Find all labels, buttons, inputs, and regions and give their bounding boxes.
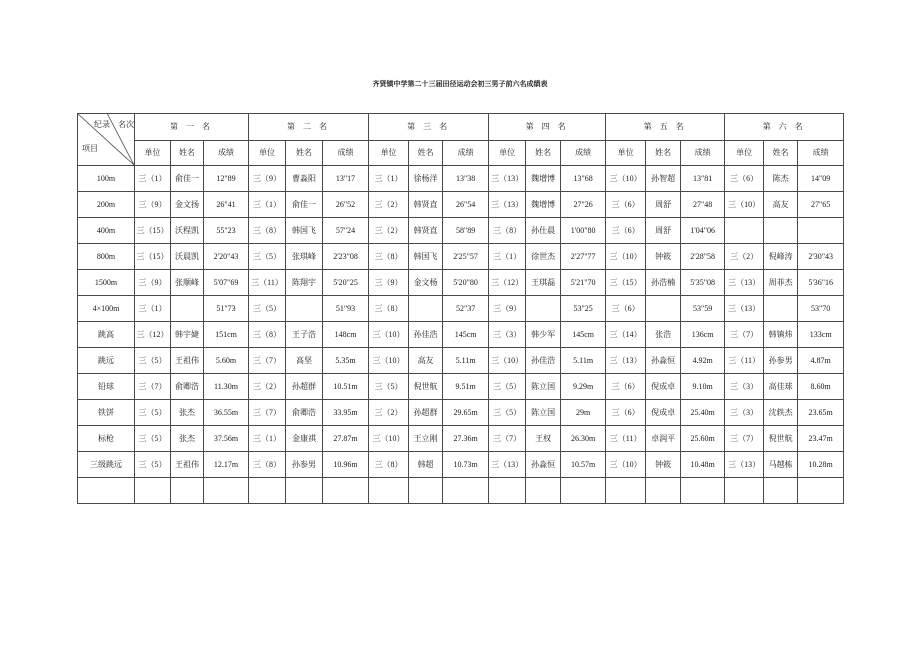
- name-cell: 曹淼阳: [286, 166, 323, 192]
- diagonal-header-cell: [78, 114, 135, 166]
- name-cell: 俞佳一: [286, 192, 323, 218]
- unit-cell: 三（10）: [369, 322, 409, 348]
- score-cell: 5'20"80: [443, 270, 489, 296]
- name-cell: 张顺峰: [171, 270, 204, 296]
- name-cell: [526, 478, 561, 504]
- score-cell: 29.65m: [443, 400, 489, 426]
- unit-cell: 三（7）: [489, 426, 526, 452]
- name-cell: 韩少军: [526, 322, 561, 348]
- rank-header-4: 第 四 名: [489, 114, 606, 141]
- name-cell: 沃程凯: [171, 218, 204, 244]
- table-row: [78, 166, 844, 192]
- unit-cell: 三（13）: [489, 166, 526, 192]
- unit-cell: 三（10）: [606, 166, 646, 192]
- unit-cell: 三（14）: [606, 322, 646, 348]
- unit-cell: 三（2）: [369, 218, 409, 244]
- rank-header-6: 第 六 名: [725, 114, 844, 141]
- unit-header: 单位: [135, 141, 171, 166]
- score-cell: [204, 478, 249, 504]
- score-cell: 36.55m: [204, 400, 249, 426]
- unit-cell: 三（1）: [135, 296, 171, 322]
- event-cell: 4×100m: [78, 296, 135, 322]
- score-cell: 51"73: [204, 296, 249, 322]
- score-cell: 133cm: [798, 322, 844, 348]
- score-cell: 13"68: [561, 166, 606, 192]
- score-cell: 14"09: [798, 166, 844, 192]
- score-cell: 27"48: [681, 192, 725, 218]
- name-cell: 孙参男: [764, 348, 798, 374]
- unit-cell: 三（13）: [489, 452, 526, 478]
- name-cell: 徐杨洋: [409, 166, 443, 192]
- unit-cell: 三（2）: [249, 374, 286, 400]
- score-cell: 5.60m: [204, 348, 249, 374]
- table-row: [78, 296, 844, 322]
- name-cell: 孙淼恒: [526, 452, 561, 478]
- unit-cell: 三（5）: [135, 348, 171, 374]
- score-cell: 2'25"57: [443, 244, 489, 270]
- score-cell: 2'28"58: [681, 244, 725, 270]
- unit-cell: 三（1）: [369, 166, 409, 192]
- score-cell: 5.35m: [323, 348, 369, 374]
- score-cell: 5'21"70: [561, 270, 606, 296]
- name-cell: 倪峰涛: [764, 244, 798, 270]
- score-cell: 9.10m: [681, 374, 725, 400]
- name-cell: 韩贤直: [409, 192, 443, 218]
- name-cell: [764, 296, 798, 322]
- score-header: 成绩: [561, 141, 606, 166]
- unit-header: 单位: [606, 141, 646, 166]
- name-cell: 孙浩楠: [646, 270, 681, 296]
- table-row: [78, 192, 844, 218]
- name-cell: [764, 218, 798, 244]
- score-cell: 11.30m: [204, 374, 249, 400]
- score-header: 成绩: [798, 141, 844, 166]
- name-cell: 金文扬: [171, 192, 204, 218]
- corner-label-record: 纪录: [94, 120, 110, 129]
- unit-cell: 三（9）: [249, 166, 286, 192]
- unit-cell: 三（10）: [606, 452, 646, 478]
- event-cell: 铁饼: [78, 400, 135, 426]
- score-cell: 53"25: [561, 296, 606, 322]
- unit-cell: 三（9）: [135, 270, 171, 296]
- name-cell: [286, 296, 323, 322]
- event-cell: 三级跳远: [78, 452, 135, 478]
- name-cell: [171, 296, 204, 322]
- score-cell: 52"37: [443, 296, 489, 322]
- name-cell: 孙佳浩: [409, 322, 443, 348]
- score-header: 成绩: [204, 141, 249, 166]
- unit-cell: 三（15）: [606, 270, 646, 296]
- unit-cell: 三（5）: [489, 374, 526, 400]
- event-cell: 100m: [78, 166, 135, 192]
- unit-cell: 三（3）: [489, 322, 526, 348]
- score-cell: [681, 478, 725, 504]
- rank-header-3: 第 三 名: [369, 114, 489, 141]
- score-cell: 8.60m: [798, 374, 844, 400]
- unit-cell: 三（12）: [135, 322, 171, 348]
- unit-cell: 三（6）: [725, 166, 764, 192]
- name-cell: 高佳球: [764, 374, 798, 400]
- header-row-ranks: [78, 114, 844, 141]
- unit-cell: 三（6）: [606, 218, 646, 244]
- score-cell: 5.11m: [443, 348, 489, 374]
- table-row: [78, 322, 844, 348]
- name-cell: 陈杰: [764, 166, 798, 192]
- name-header: 姓名: [526, 141, 561, 166]
- score-cell: [443, 478, 489, 504]
- table-row: [78, 452, 844, 478]
- score-cell: 1'04"06: [681, 218, 725, 244]
- score-cell: 58"89: [443, 218, 489, 244]
- table-row-empty: [78, 478, 844, 504]
- name-cell: 王立刚: [409, 426, 443, 452]
- score-cell: 27"26: [561, 192, 606, 218]
- unit-cell: 三（10）: [369, 348, 409, 374]
- score-cell: 1'00"80: [561, 218, 606, 244]
- table-row: [78, 374, 844, 400]
- unit-cell: 三（5）: [249, 296, 286, 322]
- unit-cell: 三（5）: [135, 452, 171, 478]
- score-cell: 23.65m: [798, 400, 844, 426]
- unit-cell: [725, 218, 764, 244]
- score-cell: 10.96m: [323, 452, 369, 478]
- name-cell: 沃晨凯: [171, 244, 204, 270]
- unit-cell: 三（8）: [369, 296, 409, 322]
- table-row: [78, 218, 844, 244]
- table-row: [78, 400, 844, 426]
- unit-cell: [725, 478, 764, 504]
- name-header: 姓名: [764, 141, 798, 166]
- rank-header-1: 第 一 名: [135, 114, 249, 141]
- name-cell: 韩贤直: [409, 218, 443, 244]
- unit-cell: 三（7）: [725, 426, 764, 452]
- score-cell: 2'30"43: [798, 244, 844, 270]
- event-cell: 800m: [78, 244, 135, 270]
- name-cell: 王祖伟: [171, 348, 204, 374]
- name-cell: 陈立国: [526, 374, 561, 400]
- score-cell: 5'07"69: [204, 270, 249, 296]
- unit-cell: [369, 478, 409, 504]
- unit-cell: 三（15）: [135, 244, 171, 270]
- unit-cell: 三（1）: [135, 166, 171, 192]
- unit-cell: 三（9）: [135, 192, 171, 218]
- unit-cell: 三（6）: [606, 374, 646, 400]
- rank-header-2: 第 二 名: [249, 114, 369, 141]
- unit-cell: [606, 478, 646, 504]
- corner-label-event: 项目: [82, 144, 98, 153]
- name-cell: 韩镇炜: [764, 322, 798, 348]
- unit-cell: 三（6）: [606, 400, 646, 426]
- score-cell: 51"93: [323, 296, 369, 322]
- name-cell: 孙仕晨: [526, 218, 561, 244]
- score-cell: 5'20"25: [323, 270, 369, 296]
- score-cell: 5.11m: [561, 348, 606, 374]
- score-cell: [798, 218, 844, 244]
- name-cell: 陈翔宇: [286, 270, 323, 296]
- name-cell: [171, 478, 204, 504]
- unit-cell: 三（13）: [725, 270, 764, 296]
- score-cell: 27"65: [798, 192, 844, 218]
- unit-header: 单位: [489, 141, 526, 166]
- score-cell: 2'27"77: [561, 244, 606, 270]
- unit-header: 单位: [249, 141, 286, 166]
- unit-header: 单位: [369, 141, 409, 166]
- name-cell: 张琪峰: [286, 244, 323, 270]
- score-header: 成绩: [443, 141, 489, 166]
- name-cell: [286, 478, 323, 504]
- name-cell: 金康祺: [286, 426, 323, 452]
- header-row-fields: [78, 141, 844, 166]
- name-cell: 倪成卓: [646, 374, 681, 400]
- score-cell: 13"17: [323, 166, 369, 192]
- unit-cell: 三（5）: [135, 426, 171, 452]
- name-cell: 沈轶杰: [764, 400, 798, 426]
- name-header: 姓名: [171, 141, 204, 166]
- score-cell: 145cm: [561, 322, 606, 348]
- name-cell: 徐世杰: [526, 244, 561, 270]
- unit-cell: 三（2）: [369, 400, 409, 426]
- unit-cell: 三（8）: [249, 452, 286, 478]
- name-cell: 高坚: [286, 348, 323, 374]
- unit-cell: 三（10）: [369, 426, 409, 452]
- event-cell: [78, 478, 135, 504]
- name-cell: 周舒: [646, 192, 681, 218]
- corner-label-rank: 名次: [118, 120, 134, 129]
- unit-cell: 三（13）: [725, 452, 764, 478]
- score-header: 成绩: [681, 141, 725, 166]
- name-cell: [409, 478, 443, 504]
- unit-cell: 三（11）: [725, 348, 764, 374]
- score-cell: [561, 478, 606, 504]
- name-cell: 孙参男: [286, 452, 323, 478]
- score-cell: [323, 478, 369, 504]
- name-cell: 钟筱: [646, 452, 681, 478]
- event-cell: 1500m: [78, 270, 135, 296]
- unit-cell: 三（2）: [725, 244, 764, 270]
- name-cell: 高友: [764, 192, 798, 218]
- unit-cell: 三（1）: [249, 426, 286, 452]
- event-cell: 400m: [78, 218, 135, 244]
- score-cell: 13"38: [443, 166, 489, 192]
- unit-cell: 三（7）: [725, 322, 764, 348]
- name-header: 姓名: [286, 141, 323, 166]
- table-row: [78, 426, 844, 452]
- name-cell: [646, 478, 681, 504]
- unit-cell: 三（6）: [606, 296, 646, 322]
- score-cell: 9.51m: [443, 374, 489, 400]
- unit-cell: 三（1）: [489, 244, 526, 270]
- unit-cell: 三（1）: [249, 192, 286, 218]
- score-cell: 5'35"08: [681, 270, 725, 296]
- score-cell: 10.73m: [443, 452, 489, 478]
- name-cell: 韩超: [409, 452, 443, 478]
- unit-cell: 三（10）: [489, 348, 526, 374]
- name-cell: 倪世航: [764, 426, 798, 452]
- unit-cell: 三（10）: [606, 244, 646, 270]
- table-row: [78, 348, 844, 374]
- score-cell: 29m: [561, 400, 606, 426]
- score-cell: 26.30m: [561, 426, 606, 452]
- unit-cell: 三（7）: [249, 348, 286, 374]
- score-cell: 13"81: [681, 166, 725, 192]
- unit-cell: 三（5）: [249, 244, 286, 270]
- unit-cell: 三（7）: [249, 400, 286, 426]
- unit-cell: 三（9）: [489, 296, 526, 322]
- score-cell: 23.47m: [798, 426, 844, 452]
- unit-cell: 三（8）: [249, 218, 286, 244]
- name-cell: 周舒: [646, 218, 681, 244]
- unit-cell: 三（5）: [369, 374, 409, 400]
- unit-cell: [489, 478, 526, 504]
- score-cell: 9.29m: [561, 374, 606, 400]
- event-cell: 铅球: [78, 374, 135, 400]
- name-cell: 张浩: [646, 322, 681, 348]
- event-cell: 200m: [78, 192, 135, 218]
- score-cell: 26"54: [443, 192, 489, 218]
- unit-header: 单位: [725, 141, 764, 166]
- name-cell: 钟筱: [646, 244, 681, 270]
- unit-cell: 三（13）: [606, 348, 646, 374]
- score-cell: 10.57m: [561, 452, 606, 478]
- score-cell: 12.17m: [204, 452, 249, 478]
- score-cell: 57"24: [323, 218, 369, 244]
- table-row: [78, 244, 844, 270]
- name-cell: 韩国飞: [286, 218, 323, 244]
- name-cell: 孙超群: [409, 400, 443, 426]
- name-cell: 孙智超: [646, 166, 681, 192]
- name-cell: 高友: [409, 348, 443, 374]
- score-cell: 10.28m: [798, 452, 844, 478]
- name-cell: 俞佳一: [171, 166, 204, 192]
- rank-header-5: 第 五 名: [606, 114, 725, 141]
- score-cell: 2'23"08: [323, 244, 369, 270]
- name-cell: 张杰: [171, 400, 204, 426]
- score-cell: 4.87m: [798, 348, 844, 374]
- unit-cell: 三（13）: [725, 296, 764, 322]
- name-cell: 卓润平: [646, 426, 681, 452]
- name-cell: 孙佳浩: [526, 348, 561, 374]
- unit-cell: 三（3）: [725, 400, 764, 426]
- score-cell: 10.48m: [681, 452, 725, 478]
- table-row: [78, 270, 844, 296]
- unit-cell: 三（10）: [725, 192, 764, 218]
- event-cell: 跳远: [78, 348, 135, 374]
- score-cell: 26"52: [323, 192, 369, 218]
- unit-cell: 三（3）: [725, 374, 764, 400]
- event-cell: 标枪: [78, 426, 135, 452]
- name-cell: 魏增博: [526, 166, 561, 192]
- score-cell: 53"59: [681, 296, 725, 322]
- score-cell: [798, 478, 844, 504]
- name-cell: 王祖伟: [171, 452, 204, 478]
- name-cell: 马越栋: [764, 452, 798, 478]
- unit-cell: [249, 478, 286, 504]
- score-cell: 151cm: [204, 322, 249, 348]
- score-cell: 27.36m: [443, 426, 489, 452]
- unit-cell: 三（8）: [369, 452, 409, 478]
- name-cell: [764, 478, 798, 504]
- unit-cell: 三（7）: [135, 374, 171, 400]
- unit-cell: 三（8）: [369, 244, 409, 270]
- score-cell: 55"23: [204, 218, 249, 244]
- score-cell: 5'36"16: [798, 270, 844, 296]
- name-header: 姓名: [646, 141, 681, 166]
- name-cell: 倪成卓: [646, 400, 681, 426]
- unit-cell: 三（8）: [249, 322, 286, 348]
- score-cell: 33.95m: [323, 400, 369, 426]
- score-header: 成绩: [323, 141, 369, 166]
- score-cell: 4.92m: [681, 348, 725, 374]
- unit-cell: 三（15）: [135, 218, 171, 244]
- score-cell: 25.60m: [681, 426, 725, 452]
- name-cell: 孙超群: [286, 374, 323, 400]
- unit-cell: 三（8）: [489, 218, 526, 244]
- name-cell: [646, 296, 681, 322]
- unit-cell: 三（5）: [135, 400, 171, 426]
- name-cell: 陈立国: [526, 400, 561, 426]
- results-body: [78, 166, 844, 504]
- score-cell: 26"41: [204, 192, 249, 218]
- unit-cell: 三（6）: [606, 192, 646, 218]
- results-table: [77, 113, 844, 504]
- unit-cell: 三（2）: [369, 192, 409, 218]
- unit-cell: 三（9）: [369, 270, 409, 296]
- name-cell: 孙淼恒: [646, 348, 681, 374]
- name-cell: 金文杨: [409, 270, 443, 296]
- score-cell: 12"89: [204, 166, 249, 192]
- name-cell: 王琪磊: [526, 270, 561, 296]
- name-cell: 韩国飞: [409, 244, 443, 270]
- score-cell: 148cm: [323, 322, 369, 348]
- score-cell: 27.87m: [323, 426, 369, 452]
- name-cell: 倪世航: [409, 374, 443, 400]
- name-cell: [409, 296, 443, 322]
- score-cell: 2'20"43: [204, 244, 249, 270]
- score-cell: 53"70: [798, 296, 844, 322]
- unit-cell: [135, 478, 171, 504]
- name-cell: 王权: [526, 426, 561, 452]
- name-cell: 韩宇婕: [171, 322, 204, 348]
- score-cell: 25.40m: [681, 400, 725, 426]
- score-cell: 10.51m: [323, 374, 369, 400]
- unit-cell: 三（11）: [249, 270, 286, 296]
- page-title: 齐贤镇中学第二十三届田径运动会初三男子前六名成绩表: [372, 80, 548, 88]
- score-cell: 136cm: [681, 322, 725, 348]
- unit-cell: 三（13）: [489, 192, 526, 218]
- unit-cell: 三（11）: [606, 426, 646, 452]
- score-cell: 37.56m: [204, 426, 249, 452]
- name-cell: 魏增博: [526, 192, 561, 218]
- name-cell: 周菲杰: [764, 270, 798, 296]
- event-cell: 跳高: [78, 322, 135, 348]
- score-cell: 145cm: [443, 322, 489, 348]
- name-cell: 俞卿浩: [286, 400, 323, 426]
- name-cell: 俞卿浩: [171, 374, 204, 400]
- unit-cell: 三（12）: [489, 270, 526, 296]
- name-cell: 张杰: [171, 426, 204, 452]
- name-cell: [526, 296, 561, 322]
- name-header: 姓名: [409, 141, 443, 166]
- name-cell: 王子浩: [286, 322, 323, 348]
- unit-cell: 三（5）: [489, 400, 526, 426]
